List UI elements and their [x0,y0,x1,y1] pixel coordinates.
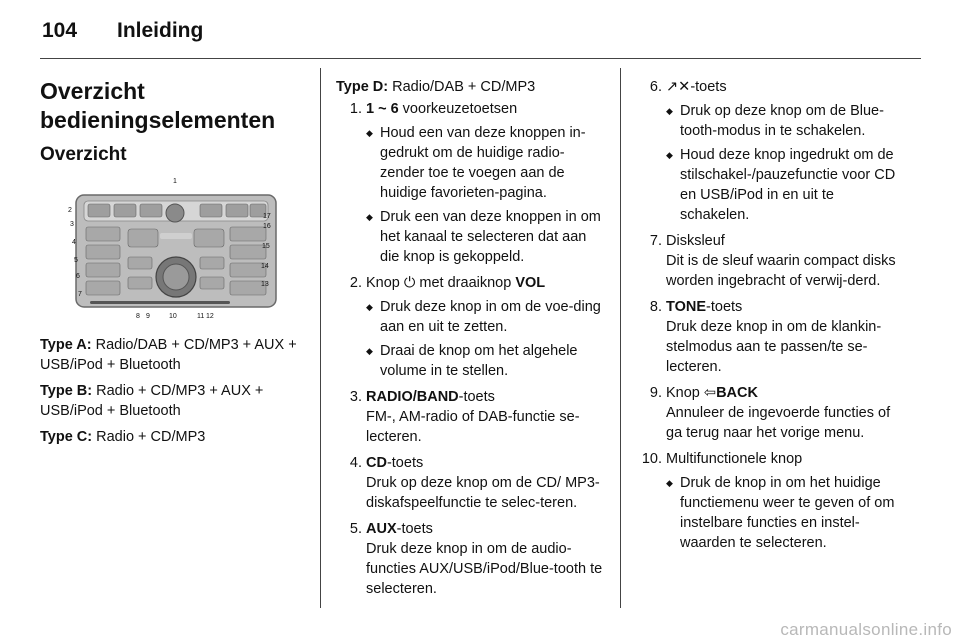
header-rule [40,58,921,59]
figure-label-2: 2 [68,207,72,214]
chapter-title: Inleiding [117,19,204,42]
item-label: met draaiknop [415,275,516,291]
bullet: ◆ Draai de knop om het algehele volume in te stellen. [366,341,606,381]
item-label: -toets [706,299,743,315]
list-item-10 [636,449,904,553]
type-d-label: Type D: [336,79,389,95]
item-number: 1. [349,101,362,117]
figure-label-5: 5 [74,257,78,264]
list-item-8 [636,297,904,377]
item-label: -toets [396,521,433,537]
list-item-5 [336,519,606,599]
figure-label-1: 1 [173,178,177,185]
item-label: Knop [666,385,704,401]
list-item-9 [636,383,904,443]
list-item-3 [336,387,606,447]
item-label: -toets [458,389,495,405]
list-item-2 [336,273,606,381]
item-number: 2. [349,275,362,291]
type-a [40,335,308,375]
column-1 [40,77,308,453]
figure-label-3: 3 [70,221,74,228]
figure-label-14: 14 [261,263,269,270]
item-description: Annuleer de ingevoerde functies of ga terug naar het vorige menu. [666,405,891,441]
list-item-4 [336,453,606,513]
type-b-text: Radio + CD/MP3 + AUX + USB/iPod + Bluetooth [40,383,264,419]
figure-label-8: 8 [136,313,140,320]
bullet: ◆ Druk op deze knop om de Blue-tooth-modus in te schakelen. [666,101,904,141]
bullet: ◆ Druk deze knop in om de voe-ding aan en uit te zetten. [366,297,606,337]
bullet: ◆ Houd een van deze knoppen in-gedrukt om de huidige radio-zender toe te voegen aan de huidige favorieten-pagina. [366,123,606,203]
figure-label-4: 4 [72,239,76,246]
item-number: 5. [349,521,362,537]
figure-label-15: 15 [262,243,270,250]
item-number: 6. [649,79,662,95]
item-description: Druk deze knop in om de audio-functies AUX/USB/iPod/Blue-tooth te selecteren. [366,541,603,597]
item-key: RADIO/BAND [366,389,459,405]
type-c-text: Radio + CD/MP3 [92,429,206,445]
figure-label-12: 12 [206,313,214,320]
type-c-label: Type C: [40,429,93,445]
item-label: -toets [690,79,727,95]
power-icon: ⏻ [403,275,416,291]
radio-panel-illustration [40,177,305,325]
back-arrow-icon: ⇦ [703,385,717,401]
page-header [0,0,960,62]
type-d [336,77,606,97]
page-number: 104 [42,19,78,42]
column-divider-1 [320,68,321,608]
item-number: 7. [649,233,662,249]
item-description: Druk op deze knop om de CD/ MP3-diskafspeelfunctie te selec-teren. [366,475,600,511]
column-divider-2 [620,68,621,608]
list-item-7 [636,231,904,291]
figure-label-10: 10 [169,313,177,320]
figure-label-7: 7 [78,291,82,298]
item-number: 4. [349,455,362,471]
type-a-text: Radio/DAB + CD/MP3 + AUX + USB/iPod + Bluetooth [40,337,297,373]
figure-label-11: 11 [197,313,205,320]
type-b-label: Type B: [40,383,93,399]
figure-label-16: 16 [263,223,271,230]
item-description: Dit is de sleuf waarin compact disks worden ingebracht of verwij-derd. [666,253,896,289]
section-title-line1: Overzicht [40,78,145,104]
column-3 [636,77,904,553]
subsection-title: Overzicht [40,144,127,165]
type-a-label: Type A: [40,337,92,353]
item-description: FM-, AM-radio of DAB-functie se-lecteren. [366,409,580,445]
item-number: 3. [349,389,362,405]
item-key: CD [366,455,387,471]
item-description: Druk deze knop in om de klankin-stelmodus aan te passen/te se-lecteren. [666,319,882,375]
item-label: Multifunctionele knop [666,451,803,467]
item-key: VOL [515,275,546,291]
column-2 [336,77,606,599]
list-item-6 [636,77,904,225]
figure-label-17: 17 [263,213,271,220]
bullet: ◆ Houd deze knop ingedrukt om de stilschakel-/pauzefunctie voor CD en USB/iPod in en uit te schakelen. [666,145,904,225]
item-key: 1 ~ 6 [366,101,399,117]
item-number: 9. [649,385,662,401]
section-title-line2: bedieningselementen [40,107,276,133]
item-label: -toets [386,455,424,471]
item-key: BACK [716,385,758,401]
radio-panel-figure [40,177,305,325]
item-label: voorkeuzetoetsen [398,101,518,117]
item-key: AUX [366,521,397,537]
item-label: Knop [366,275,404,291]
item-number: 10. [641,451,662,467]
item-label: Disksleuf [666,233,725,249]
phone-mute-icon: ↗✕ [666,79,691,95]
bullet: ◆ Druk de knop in om het huidige functiemenu weer te geven of om instelbare functies en instel-waarden te selecteren. [666,473,904,553]
item-key: TONE [666,299,707,315]
list-item-1 [336,99,606,267]
type-b [40,381,308,421]
type-c [40,427,308,447]
figure-label-6: 6 [76,273,80,280]
type-d-text: Radio/DAB + CD/MP3 [388,79,536,95]
figure-label-13: 13 [261,281,269,288]
watermark: carmanualsonline.info [780,620,952,639]
bullet: ◆ Druk een van deze knoppen in om het kanaal te selecteren dat aan die knop is gekoppeld. [366,207,606,267]
figure-label-9: 9 [146,313,150,320]
item-number: 8. [649,299,662,315]
